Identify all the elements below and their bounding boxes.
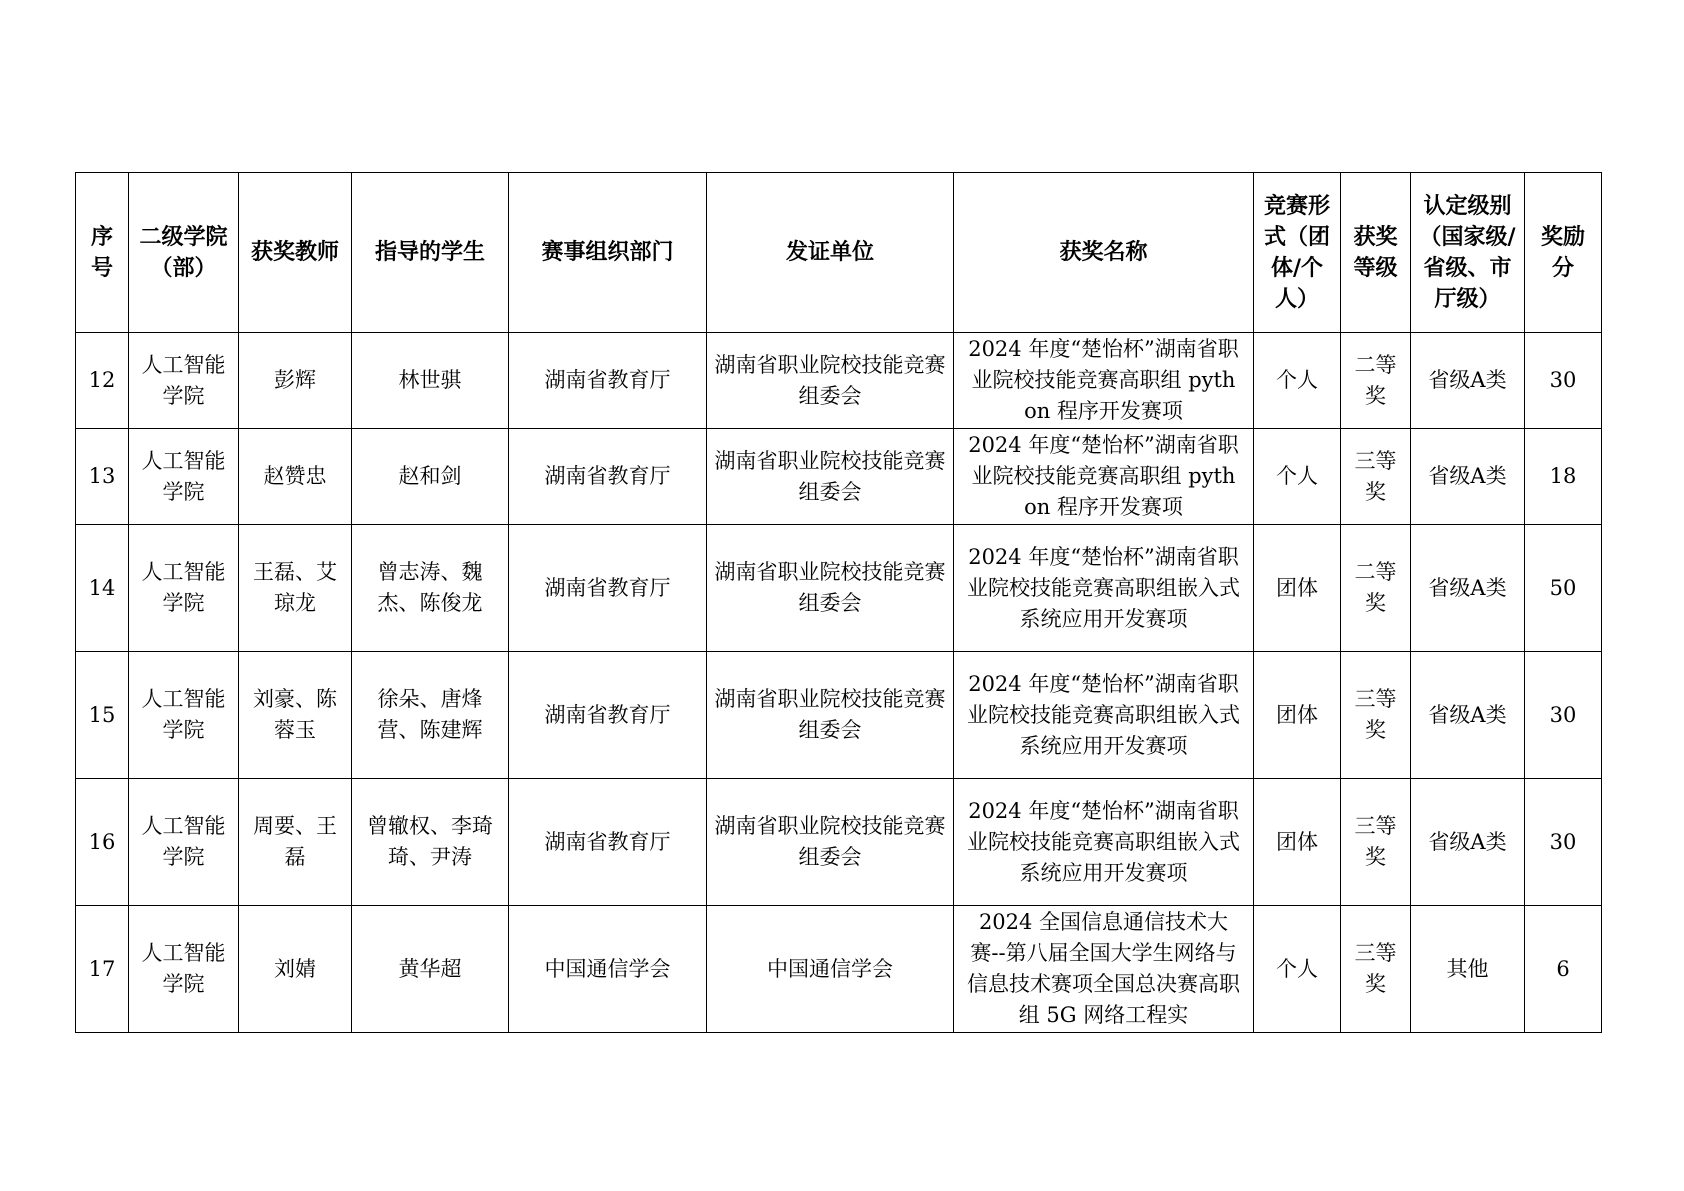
cell-reward-score: 6 [1525, 906, 1602, 1033]
cell-organizer: 湖南省教育厅 [509, 779, 707, 906]
cell-teacher: 赵赞忠 [239, 429, 352, 525]
cell-serial-no: 14 [76, 525, 129, 652]
cell-issuer: 中国通信学会 [707, 906, 954, 1033]
header-award-name: 获奖名称 [954, 173, 1254, 333]
table-header-row [76, 173, 1602, 333]
cell-teacher: 王磊、艾琼龙 [239, 525, 352, 652]
cell-award-name [954, 906, 1254, 1033]
cell-serial-no: 16 [76, 779, 129, 906]
cell-recognition-level: 省级A类 [1411, 779, 1525, 906]
header-reward-score: 奖励分 [1525, 173, 1602, 333]
cell-competition-form: 个人 [1254, 906, 1341, 1033]
cell-award-grade: 三等奖 [1341, 429, 1411, 525]
cell-reward-score: 30 [1525, 333, 1602, 429]
cell-award-grade: 二等奖 [1341, 525, 1411, 652]
cell-college: 人工智能学院 [129, 779, 239, 906]
cell-award-name: 2024 年度“楚怡杯”湖南省职业院校技能竞赛高职组嵌入式系统应用开发赛项 [954, 779, 1254, 906]
cell-award-name: 2024 年度“楚怡杯”湖南省职业院校技能竞赛高职组嵌入式系统应用开发赛项 [954, 652, 1254, 779]
cell-serial-no: 12 [76, 333, 129, 429]
cell-award-name: 2024 年度“楚怡杯”湖南省职业院校技能竞赛高职组嵌入式系统应用开发赛项 [954, 525, 1254, 652]
cell-reward-score: 50 [1525, 525, 1602, 652]
table-row [76, 906, 1602, 1033]
cell-teacher: 彭辉 [239, 333, 352, 429]
cell-recognition-level: 省级A类 [1411, 429, 1525, 525]
cell-award-grade: 三等奖 [1341, 906, 1411, 1033]
cell-reward-score: 30 [1525, 779, 1602, 906]
cell-students: 林世骐 [352, 333, 509, 429]
table-row [76, 652, 1602, 779]
award-table [75, 172, 1602, 1033]
award-name-text: 2024 全国信息通信技术大赛--第八届全国大学生网络与信息技术赛项全国总决赛高职组 5G 网络工程实 [967, 910, 1240, 1027]
cell-recognition-level: 省级A类 [1411, 652, 1525, 779]
cell-organizer: 湖南省教育厅 [509, 429, 707, 525]
cell-organizer: 湖南省教育厅 [509, 652, 707, 779]
header-teacher: 获奖教师 [239, 173, 352, 333]
table-row [76, 779, 1602, 906]
cell-issuer: 湖南省职业院校技能竞赛组委会 [707, 333, 954, 429]
cell-issuer: 湖南省职业院校技能竞赛组委会 [707, 525, 954, 652]
cell-award-grade: 三等奖 [1341, 652, 1411, 779]
cell-award-grade: 三等奖 [1341, 779, 1411, 906]
cell-organizer: 中国通信学会 [509, 906, 707, 1033]
cell-recognition-level: 省级A类 [1411, 525, 1525, 652]
cell-competition-form: 团体 [1254, 525, 1341, 652]
cell-students: 黄华超 [352, 906, 509, 1033]
cell-issuer: 湖南省职业院校技能竞赛组委会 [707, 779, 954, 906]
cell-competition-form: 个人 [1254, 333, 1341, 429]
table-row [76, 429, 1602, 525]
cell-college: 人工智能学院 [129, 525, 239, 652]
header-students: 指导的学生 [352, 173, 509, 333]
header-competition-form: 竞赛形式（团体/个人） [1254, 173, 1341, 333]
cell-students: 赵和剑 [352, 429, 509, 525]
table-row [76, 333, 1602, 429]
cell-college: 人工智能学院 [129, 652, 239, 779]
cell-issuer: 湖南省职业院校技能竞赛组委会 [707, 429, 954, 525]
cell-teacher: 刘婧 [239, 906, 352, 1033]
cell-serial-no: 15 [76, 652, 129, 779]
header-issuer: 发证单位 [707, 173, 954, 333]
cell-issuer: 湖南省职业院校技能竞赛组委会 [707, 652, 954, 779]
cell-students: 徐朵、唐烽营、陈建辉 [352, 652, 509, 779]
cell-organizer: 湖南省教育厅 [509, 525, 707, 652]
header-college: 二级学院（部） [129, 173, 239, 333]
cell-competition-form: 团体 [1254, 779, 1341, 906]
header-award-grade: 获奖等级 [1341, 173, 1411, 333]
cell-college: 人工智能学院 [129, 906, 239, 1033]
cell-college: 人工智能学院 [129, 429, 239, 525]
cell-recognition-level: 省级A类 [1411, 333, 1525, 429]
cell-college: 人工智能学院 [129, 333, 239, 429]
cell-teacher: 周要、王磊 [239, 779, 352, 906]
cell-serial-no: 17 [76, 906, 129, 1033]
header-serial-no: 序号 [76, 173, 129, 333]
table-row [76, 525, 1602, 652]
cell-organizer: 湖南省教育厅 [509, 333, 707, 429]
cell-award-grade: 二等奖 [1341, 333, 1411, 429]
cell-serial-no: 13 [76, 429, 129, 525]
cell-students: 曾志涛、魏杰、陈俊龙 [352, 525, 509, 652]
cell-competition-form: 团体 [1254, 652, 1341, 779]
cell-award-name: 2024 年度“楚怡杯”湖南省职业院校技能竞赛高职组 python 程序开发赛项 [954, 333, 1254, 429]
cell-reward-score: 18 [1525, 429, 1602, 525]
header-organizer: 赛事组织部门 [509, 173, 707, 333]
cell-reward-score: 30 [1525, 652, 1602, 779]
cell-competition-form: 个人 [1254, 429, 1341, 525]
header-recognition-level: 认定级别（国家级/省级、市厅级） [1411, 173, 1525, 333]
cell-recognition-level: 其他 [1411, 906, 1525, 1033]
cell-award-name: 2024 年度“楚怡杯”湖南省职业院校技能竞赛高职组 python 程序开发赛项 [954, 429, 1254, 525]
cell-teacher: 刘豪、陈蓉玉 [239, 652, 352, 779]
cell-students: 曾辙权、李琦琦、尹涛 [352, 779, 509, 906]
